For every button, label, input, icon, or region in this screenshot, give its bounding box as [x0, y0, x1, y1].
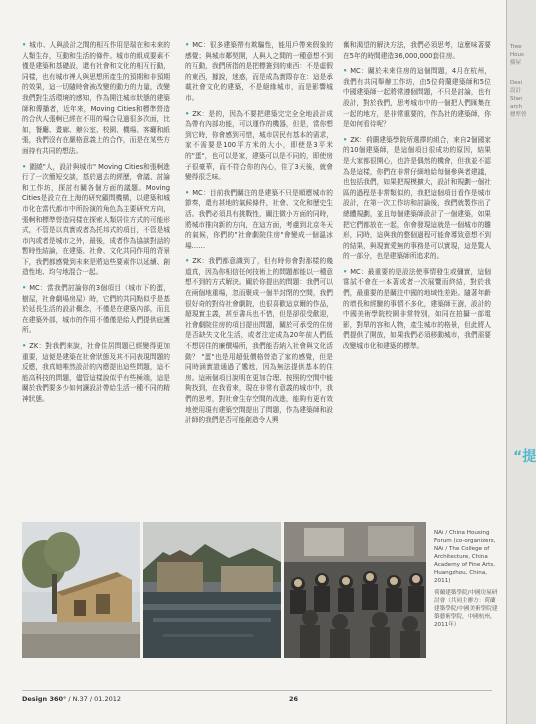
fragment: 樹屋: [510, 60, 522, 66]
paragraph: • MC：最重要的是設法使事情發生或彌實，這個嘗試不會在一本著或者一次展覽而終結，對於我們，最重要的是關注中國的地域性差距。隨著年齡的增長和經驗的事情不多化，建築師王澍，設計的中國美術學院校園非常特別，如同在拍攝一部電影，對單的容和人物，產生城市的格景，但此將人們提供了開放，如果我們必須移動城市，我們需要改變城市化和建築的標準。: [343, 267, 491, 351]
lake-building-photo: [143, 522, 281, 658]
paragraph: • ZK：是的，因為不要把建築完完全全地設計成為帶有內部功能，可以運作的機器，但是，當你想到它時，你會感到可惜，城市居民有基本的需求，家不需要是100平方米的大小，即使是3平米的"蛋"，也可以是家，建築可以是不同的，即使房子很豪華，而不符合你的內心，住了3天後，就會變得很乏味。: [185, 109, 333, 182]
paragraph: • MC：很多建築帶有欺騙性，能用戶帶來假象的感覺；與城市鄰契開，人與人之間的一種意想不到的互動，我們所指的是把標簽到的東西：不是虛假的東西，據說，迷惑，而是成為實際存在：這是承載社會文化的建築，不是絕緣城市，而是影響城市。: [185, 41, 333, 102]
issue-number: / N.37 / 01.2012: [66, 695, 121, 703]
footer-issue: [22, 695, 121, 703]
adjacent-page-edge: [506, 0, 536, 724]
paragraph: • MC：關於未來住房的這個問題，4月在杭州，我們有共同舉辦工作坊，由5位荷蘭建築師和5位中國建築師一起將常遵個問題，不只是討論，也有設計，對於我們，思考城市中的一個把人們匯集在一起的地方，是非常重要的，作為社的建築師，你是如何看待呢？: [343, 67, 491, 129]
photo-caption: [434, 529, 500, 633]
fragment: 標準營: [510, 112, 527, 118]
photo-strip: [22, 522, 426, 658]
article-column-2: [185, 40, 333, 431]
paragraph: • ZK：我們都意識到了，但有時你會對那樣的幾道真，因為你相信任何技術上的問題都能以一種意想不到的方式解決。關於你提出的問題：我們可以在兩個地重場，忽而聚成一個半封閉的空間，我們很好奇的對待社會劇院，也很喜歡這京爾的作品，超現實主義，甚至書兵也不惜，但是卻很受歡迎，社會劇院住房的項目提出問題，關於可承受的住房是否缺失文化生活，或者注定成為20年前人們低不想居住的廉價場所，我們能否納入社會與文化活動？ "蛋"也是用超低價格營造了家的感覺，但是同時涵實證通過了尷尬，因為無法提供基本的住房。這兩個項目說明在更加合理、按照的空間中能夠找到，在我看來，現在非常有意義的城市中，我們的思考，對社會生存空間的改進，能夠有更有效地使用現有建築空間提出了問題，作為建築師和設計師的我們是否可能創造令人興: [185, 257, 333, 425]
caption-chinese: 荷蘭建築學院/中國房屋研討會（共同主辦方：荷蘭建築學院/中國美術學院建築藝術學院，中國杭州，2011年）: [434, 590, 498, 628]
magazine-name: Design 360°: [22, 695, 67, 703]
article-column-3: [343, 40, 491, 357]
fragment: arch: [510, 104, 523, 110]
paragraph: • 圍繞"人，設計與城市" Moving Cities和張軻進行了一次簡短交談，基於過去的經歷，會議、討論和工作坊，探討有關各個方面的議題。Moving Cities是設立在上海的研究顧問機構，以建築和城市化在當代都市中所扮演的角色為主要研究方向，張軻和標準營造同樣在探索人類居住方式的可能形式，不管是以真實或者為托邦式的項目，不管是城市內或者是城市之外，最後，成者作為協談對話的暫時性結論，在建築、社會、文化共同作用的背景下，我們都感覺到未來是將這些要素作以延續、創造性地、均勻地混合一起。: [22, 162, 170, 277]
tree-house-photo: [22, 522, 140, 658]
workshop-photo: [284, 522, 426, 658]
page-number: 26: [289, 695, 299, 703]
fragment: 設計: [510, 88, 522, 94]
paragraph: • 城市、人與設計之間的相互作用是瑞在和未來的人類生存，互動和生活的條件。城市的組成要素不僅是建築和基礎設，還有社會和文化的相互行動，同樣，也有城市裡人與思想所產生的預期和非預期的效果，這一切隨時會被改變的動力的力量，改變我們對生活環境的感知，作為開注城市狀態的建築師和傳播者，近年來，Moving Cities和標準營造的合伙人張軻已經在不用的場合見過很多次面，比如，餐廳、畫廊、辦公室、校園、機場、客廳和紙張，我們沒有在嚴格意義上的合作，而是在某些方面持有共同的想法。: [22, 41, 170, 155]
paragraph: • ZK：荷蘭建築學院所選擇的組合，來自2個國家的10個建築師，是這個項目很成功的原因，結果是大家都很開心，也許是偶然的機會，但我並不認為是這樣，你們在非常仔細地給每個參與者建議，也包括我們，如果把規模擴大，設計和規劃一個社區的過程是非常類似的，我把這個項目看作是城市設計，在第一次工作坊和討論後，我們就製作出了總體規劃，並且每個建築師設計了一個建築，如果把它們都放在一起，你會發現這就是一個城市的雛形，同時，這與我的整個過程可能會導致意想不到的結果，與現實愛無的事務是可以實現，這是驚人的一部分，也是建築師所追求的。: [343, 135, 491, 261]
footer-divider: [22, 690, 492, 691]
fragment: Hous: [510, 52, 524, 58]
paragraph: • MC：目前我們關注的是建築不只是順應城市的節奏，還有甚地的氣候條件，社會、文化和歷史生活。我們必須具有挑戰性，關注微小方面的同時，將城市推向新的方向，在這方面，考慮到北京冬天的氣候，你們的"社會劇院住房"會變成一個溫冰場……: [185, 188, 333, 250]
paragraph: 奮和渴望的解決方法，我們必須思考，這麼味著要在5年的時間建造36,000,000套住房。: [343, 41, 491, 60]
fragment: Desi: [510, 80, 523, 86]
paragraph: • ZK：對我們來說，社會住居問題已經變得更加重要，這便是建築在社會狀態及其不同表現問題的反應，我真她唯然設計的內應提出這些問題，這不能高科技的問題，儘管這樣說似乎有些極端，這是關於我們要多少如何讓設計帶給生活一種不同的精神狀態。: [22, 342, 170, 403]
article-column-1: [22, 40, 170, 410]
paragraph: • MC：當我們討論你的3個項目（城市下的蛋，樹屋，社會劇場房屋）時，它們的共同點似乎是基於延長生活的設計概念，不僅是在建築內部，而且在建築外部，城市的作用不僅僅是給人們提供庇護所。: [22, 284, 170, 335]
pull-quote-fragment: “提: [513, 449, 536, 465]
caption-english: NAi / China Housing Forum (co-organizers, NAi / The College of Architecture, China Academy of Fine Arts, Huangzhou, China, 2011): [434, 530, 496, 584]
fragment: Tree: [510, 44, 522, 50]
fragment: Stan: [510, 96, 523, 102]
